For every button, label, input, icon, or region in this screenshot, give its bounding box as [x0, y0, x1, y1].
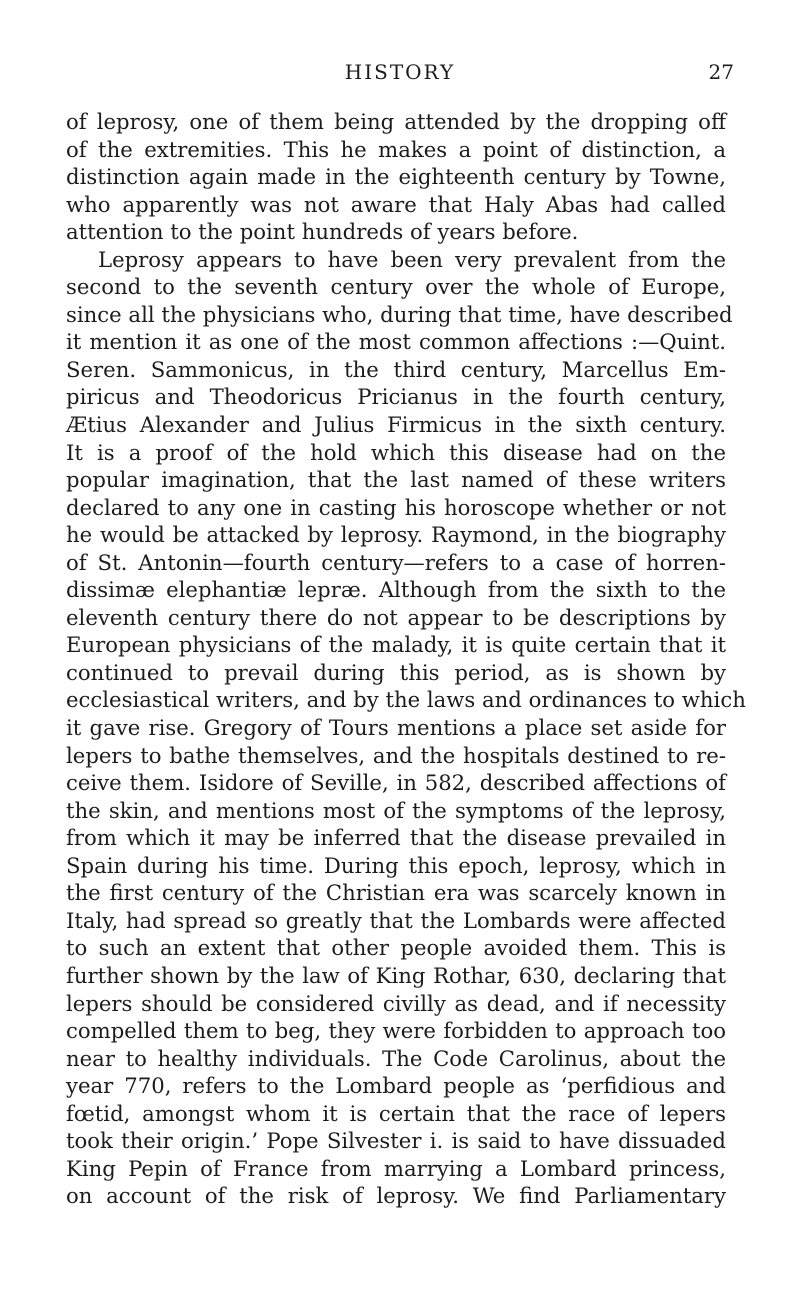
text-line: Seren. Sammonicus, in the third century, Marcellus Em- [66, 356, 726, 382]
text-line: King Pepin of France from marrying a Lombard princess, [66, 1155, 726, 1181]
text-line: distinction again made in the eighteenth century by Towne, [66, 164, 726, 190]
text-line: year 770, refers to the Lombard people as ‘perfidious and [66, 1073, 726, 1099]
text-line: of leprosy, one of them being attended by the dropping off [66, 109, 726, 134]
text-line: it mention it as one of the most common affections :—Quint. [66, 329, 726, 355]
text-line: from which it may be inferred that the disease prevailed in [66, 825, 726, 851]
text-line: of St. Antonin—fourth century—refers to a case of horren- [66, 549, 726, 575]
text-line: of the extremities. This he makes a point of distinction, a [66, 136, 726, 162]
text-line: declared to any one in casting his horoscope whether or not [66, 494, 726, 520]
page-number: 27 [708, 60, 734, 84]
text-line: Italy, had spread so greatly that the Lombards were affected [66, 907, 726, 933]
text-line: since all the physicians who, during that time, have described [66, 301, 733, 327]
text-line: Spain during his time. During this epoch, leprosy, which in [66, 852, 726, 878]
text-line: dissimæ elephantiæ lepræ. Although from the sixth to the [66, 577, 726, 603]
text-line: Leprosy appears to have been very prevalent from the [98, 246, 726, 272]
text-line: to such an extent that other people avoided them. This is [66, 935, 726, 961]
text-line: who apparently was not aware that Haly Abas had called [66, 191, 726, 217]
text-line: piricus and Theodoricus Pricianus in the fourth century, [66, 384, 726, 410]
running-title: HISTORY [344, 60, 456, 84]
text-line: it gave rise. Gregory of Tours mentions a place set aside for [66, 715, 726, 741]
text-line: lepers should be considered civilly as dead, and if necessity [66, 990, 726, 1016]
text-line: ecclesiastical writers, and by the laws and ordinances to which [66, 687, 746, 713]
text-line: second to the seventh century over the whole of Europe, [66, 274, 726, 300]
text-line: It is a proof of the hold which this disease had on the [66, 439, 726, 465]
text-line: attention to the point hundreds of years before. [66, 219, 579, 245]
text-line: he would be attacked by leprosy. Raymond, in the biography [66, 522, 726, 548]
text-line: fœtid, amongst whom it is certain that the race of lepers [66, 1100, 726, 1126]
text-line: continued to prevail during this period, as is shown by [66, 659, 726, 685]
text-line: ceive them. Isidore of Seville, in 582, described affections of [66, 770, 726, 796]
text-line: European physicians of the malady, it is quite certain that it [66, 632, 726, 658]
text-line: eleventh century there do not appear to be descriptions by [66, 604, 726, 630]
text-line: further shown by the law of King Rothar, 630, declaring that [66, 962, 726, 988]
text-line: popular imagination, that the last named of these writers [66, 467, 726, 493]
text-line: took their origin.’ Pope Silvester i. is said to have dissuaded [66, 1128, 726, 1154]
body-text [66, 108, 746, 1210]
text-line: the skin, and mentions most of the symptoms of the leprosy, [66, 797, 726, 823]
running-head [66, 60, 734, 86]
text-line: Ætius Alexander and Julius Firmicus in the sixth century. [66, 412, 726, 438]
text-line: the first century of the Christian era was scarcely known in [66, 880, 726, 906]
text-line: on account of the risk of leprosy. We find Parliamentary [66, 1183, 726, 1209]
text-line: lepers to bathe themselves, and the hospitals destined to re- [66, 742, 726, 768]
text-line: near to healthy individuals. The Code Carolinus, about the [66, 1045, 726, 1071]
text-line: compelled them to beg, they were forbidden to approach too [66, 1018, 726, 1044]
